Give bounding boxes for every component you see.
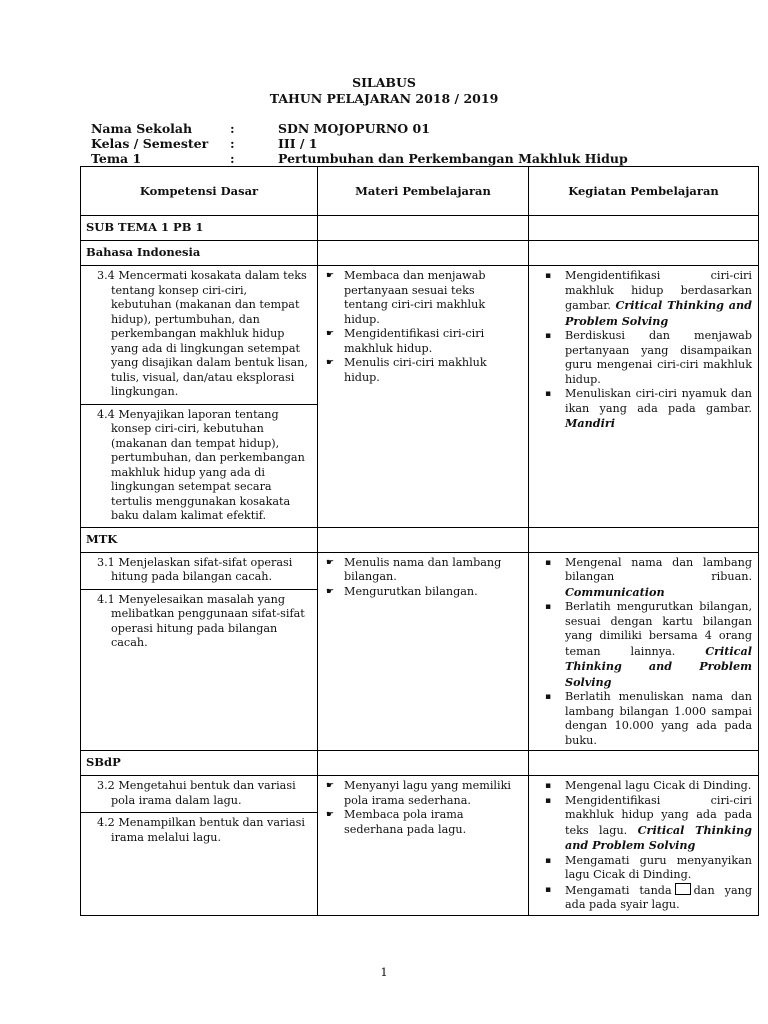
- meta-colon: :: [230, 121, 235, 136]
- header-kompetensi: Kompetensi Dasar: [81, 167, 318, 216]
- content-row: [81, 552, 759, 751]
- pointing-hand-icon: ☛: [326, 358, 335, 368]
- list-item: ▪ Menuliskan ciri-ciri nyamuk dan ikan yang ada pada gambar. Mandiri: [545, 387, 752, 430]
- list-item: ☛ Membaca pola irama sederhana pada lagu.: [326, 808, 467, 836]
- section-name: SBdP: [81, 751, 318, 776]
- square-bullet-icon: ▪: [545, 855, 552, 866]
- content-row: [81, 266, 759, 528]
- list-item: ▪ Berlatih mengurutkan bilangan, sesuai dengan kartu bilangan yang dimiliki bersama 4 orang teman lainnya. Critical Thinking and Problem Solving: [545, 600, 752, 689]
- subtema-label: SUB TEMA 1 PB 1: [81, 216, 318, 241]
- square-bullet-icon: ▪: [545, 331, 552, 341]
- pointing-hand-icon: ☛: [326, 810, 335, 820]
- section-name: Bahasa Indonesia: [81, 241, 318, 266]
- pointing-hand-icon: ☛: [326, 557, 335, 568]
- meta-value: III / 1: [278, 136, 318, 151]
- kd-item: 3.4 Mencermati kosakata dalam teks tentang konsep ciri-ciri, kebutuhan (makanan dan tempat hidup), pertumbuhan, dan perkembangan makhluk hidup yang ada di lingkungan setempat yang disajikan dalam bentuk lisan, tulis, visual, dan/atau eksplorasi lingkungan.: [97, 269, 308, 398]
- list-item: ☛ Membaca dan menjawab pertanyaan sesuai teks tentang ciri-ciri makhluk hidup.: [326, 269, 486, 326]
- square-bullet-icon: ▪: [545, 692, 552, 702]
- list-item: ▪ Mengidentifikasi ciri-ciri makhluk hidup yang ada pada teks lagu. Critical Thinking and Problem Solving: [545, 793, 752, 852]
- square-bullet-icon: ▪: [545, 884, 552, 895]
- list-item: ☛ Menulis ciri-ciri makhluk hidup.: [326, 356, 487, 384]
- square-bullet-icon: ▪: [545, 557, 552, 568]
- materi-cell: [318, 552, 529, 751]
- section-row: [81, 241, 759, 266]
- meta-key: Nama Sekolah: [91, 121, 193, 136]
- meta-value: SDN MOJOPURNO 01: [278, 121, 430, 136]
- kd-item: 4.4 Menyajikan laporan tentang konsep ciri-ciri, kebutuhan (makanan dan tempat hidup), pertumbuhan, dan perkembangan makhluk hidup yang ada di lingkungan setempat secara tertulis menggunakan kosakata baku dalam kalimat efektif.: [97, 407, 305, 522]
- meta-colon: :: [230, 151, 235, 166]
- pointing-hand-icon: ☛: [326, 271, 335, 281]
- square-bullet-icon: ▪: [545, 795, 552, 806]
- list-item: ☛ Menyanyi lagu yang memiliki pola irama sederhana.: [326, 779, 511, 807]
- list-item: ▪ Berlatih menuliskan nama dan lambang bilangan 1.000 sampai dengan 10.000 yang ada pada buku.: [545, 690, 752, 747]
- meta-colon: :: [230, 136, 235, 151]
- list-item: ▪ Mengidentifikasi ciri-ciri makhluk hidup berdasarkan gambar. Critical Thinking and Problem Solving: [545, 269, 752, 328]
- list-item: ☛ Mengurutkan bilangan.: [326, 584, 478, 598]
- meta-key: Tema 1: [91, 151, 142, 166]
- meta-value: Pertumbuhan dan Perkembangan Makhluk Hidup: [278, 151, 628, 166]
- square-bullet-icon: ▪: [545, 781, 552, 791]
- table-header-row: [81, 167, 759, 216]
- kd-cell: [81, 776, 318, 916]
- materi-cell: [318, 266, 529, 528]
- list-item: ▪ Mengamati tanda dan yang ada pada syair lagu.: [545, 883, 752, 911]
- kd-item: 3.2 Mengetahui bentuk dan variasi pola irama dalam lagu.: [97, 779, 296, 807]
- header-kegiatan: Kegiatan Pembelajaran: [529, 167, 759, 216]
- header-materi: Materi Pembelajaran: [318, 167, 529, 216]
- kd-item: 3.1 Menjelaskan sifat-sifat operasi hitung pada bilangan cacah.: [97, 555, 293, 583]
- square-bullet-icon: ▪: [545, 271, 552, 281]
- kegiatan-cell: [529, 266, 759, 528]
- syllabus-table: [80, 166, 759, 916]
- meta-key: Kelas / Semester: [91, 136, 209, 151]
- list-item: ☛ Mengidentifikasi ciri-ciri makhluk hidup.: [326, 327, 485, 355]
- document-subtitle: TAHUN PELAJARAN 2018 / 2019: [269, 91, 499, 106]
- list-item: ▪ Mengenal lagu Cicak di Dinding.: [545, 779, 752, 792]
- empty-box-symbol: [675, 883, 691, 895]
- kegiatan-cell: [529, 552, 759, 751]
- square-bullet-icon: ▪: [545, 602, 552, 612]
- subtema-row: [81, 216, 759, 241]
- kd-cell: [81, 266, 318, 528]
- list-item: ▪ Mengamati guru menyanyikan lagu Cicak di Dinding.: [545, 853, 752, 881]
- list-item: ▪ Mengenal nama dan lambang bilangan ribuan. Communication: [545, 555, 752, 599]
- kd-cell: [81, 552, 318, 751]
- page-number: 1: [380, 965, 388, 979]
- document-title: SILABUS: [352, 75, 416, 90]
- list-item: ☛ Menulis nama dan lambang bilangan.: [326, 555, 502, 583]
- section-name: MTK: [81, 527, 318, 552]
- section-row: [81, 527, 759, 552]
- list-item: ▪ Berdiskusi dan menjawab pertanyaan yang disampaikan guru mengenai ciri-ciri makhluk hidup.: [545, 329, 752, 386]
- pointing-hand-icon: ☛: [326, 781, 335, 791]
- content-row: [81, 776, 759, 916]
- materi-cell: [318, 776, 529, 916]
- section-row: [81, 751, 759, 776]
- pointing-hand-icon: ☛: [326, 329, 335, 339]
- kegiatan-cell: [529, 776, 759, 916]
- square-bullet-icon: ▪: [545, 389, 552, 399]
- pointing-hand-icon: ☛: [326, 586, 335, 597]
- kd-item: 4.2 Menampilkan bentuk dan variasi irama melalui lagu.: [97, 816, 305, 844]
- kd-item: 4.1 Menyelesaikan masalah yang melibatkan penggunaan sifat-sifat operasi hitung pada bilangan cacah.: [97, 592, 305, 649]
